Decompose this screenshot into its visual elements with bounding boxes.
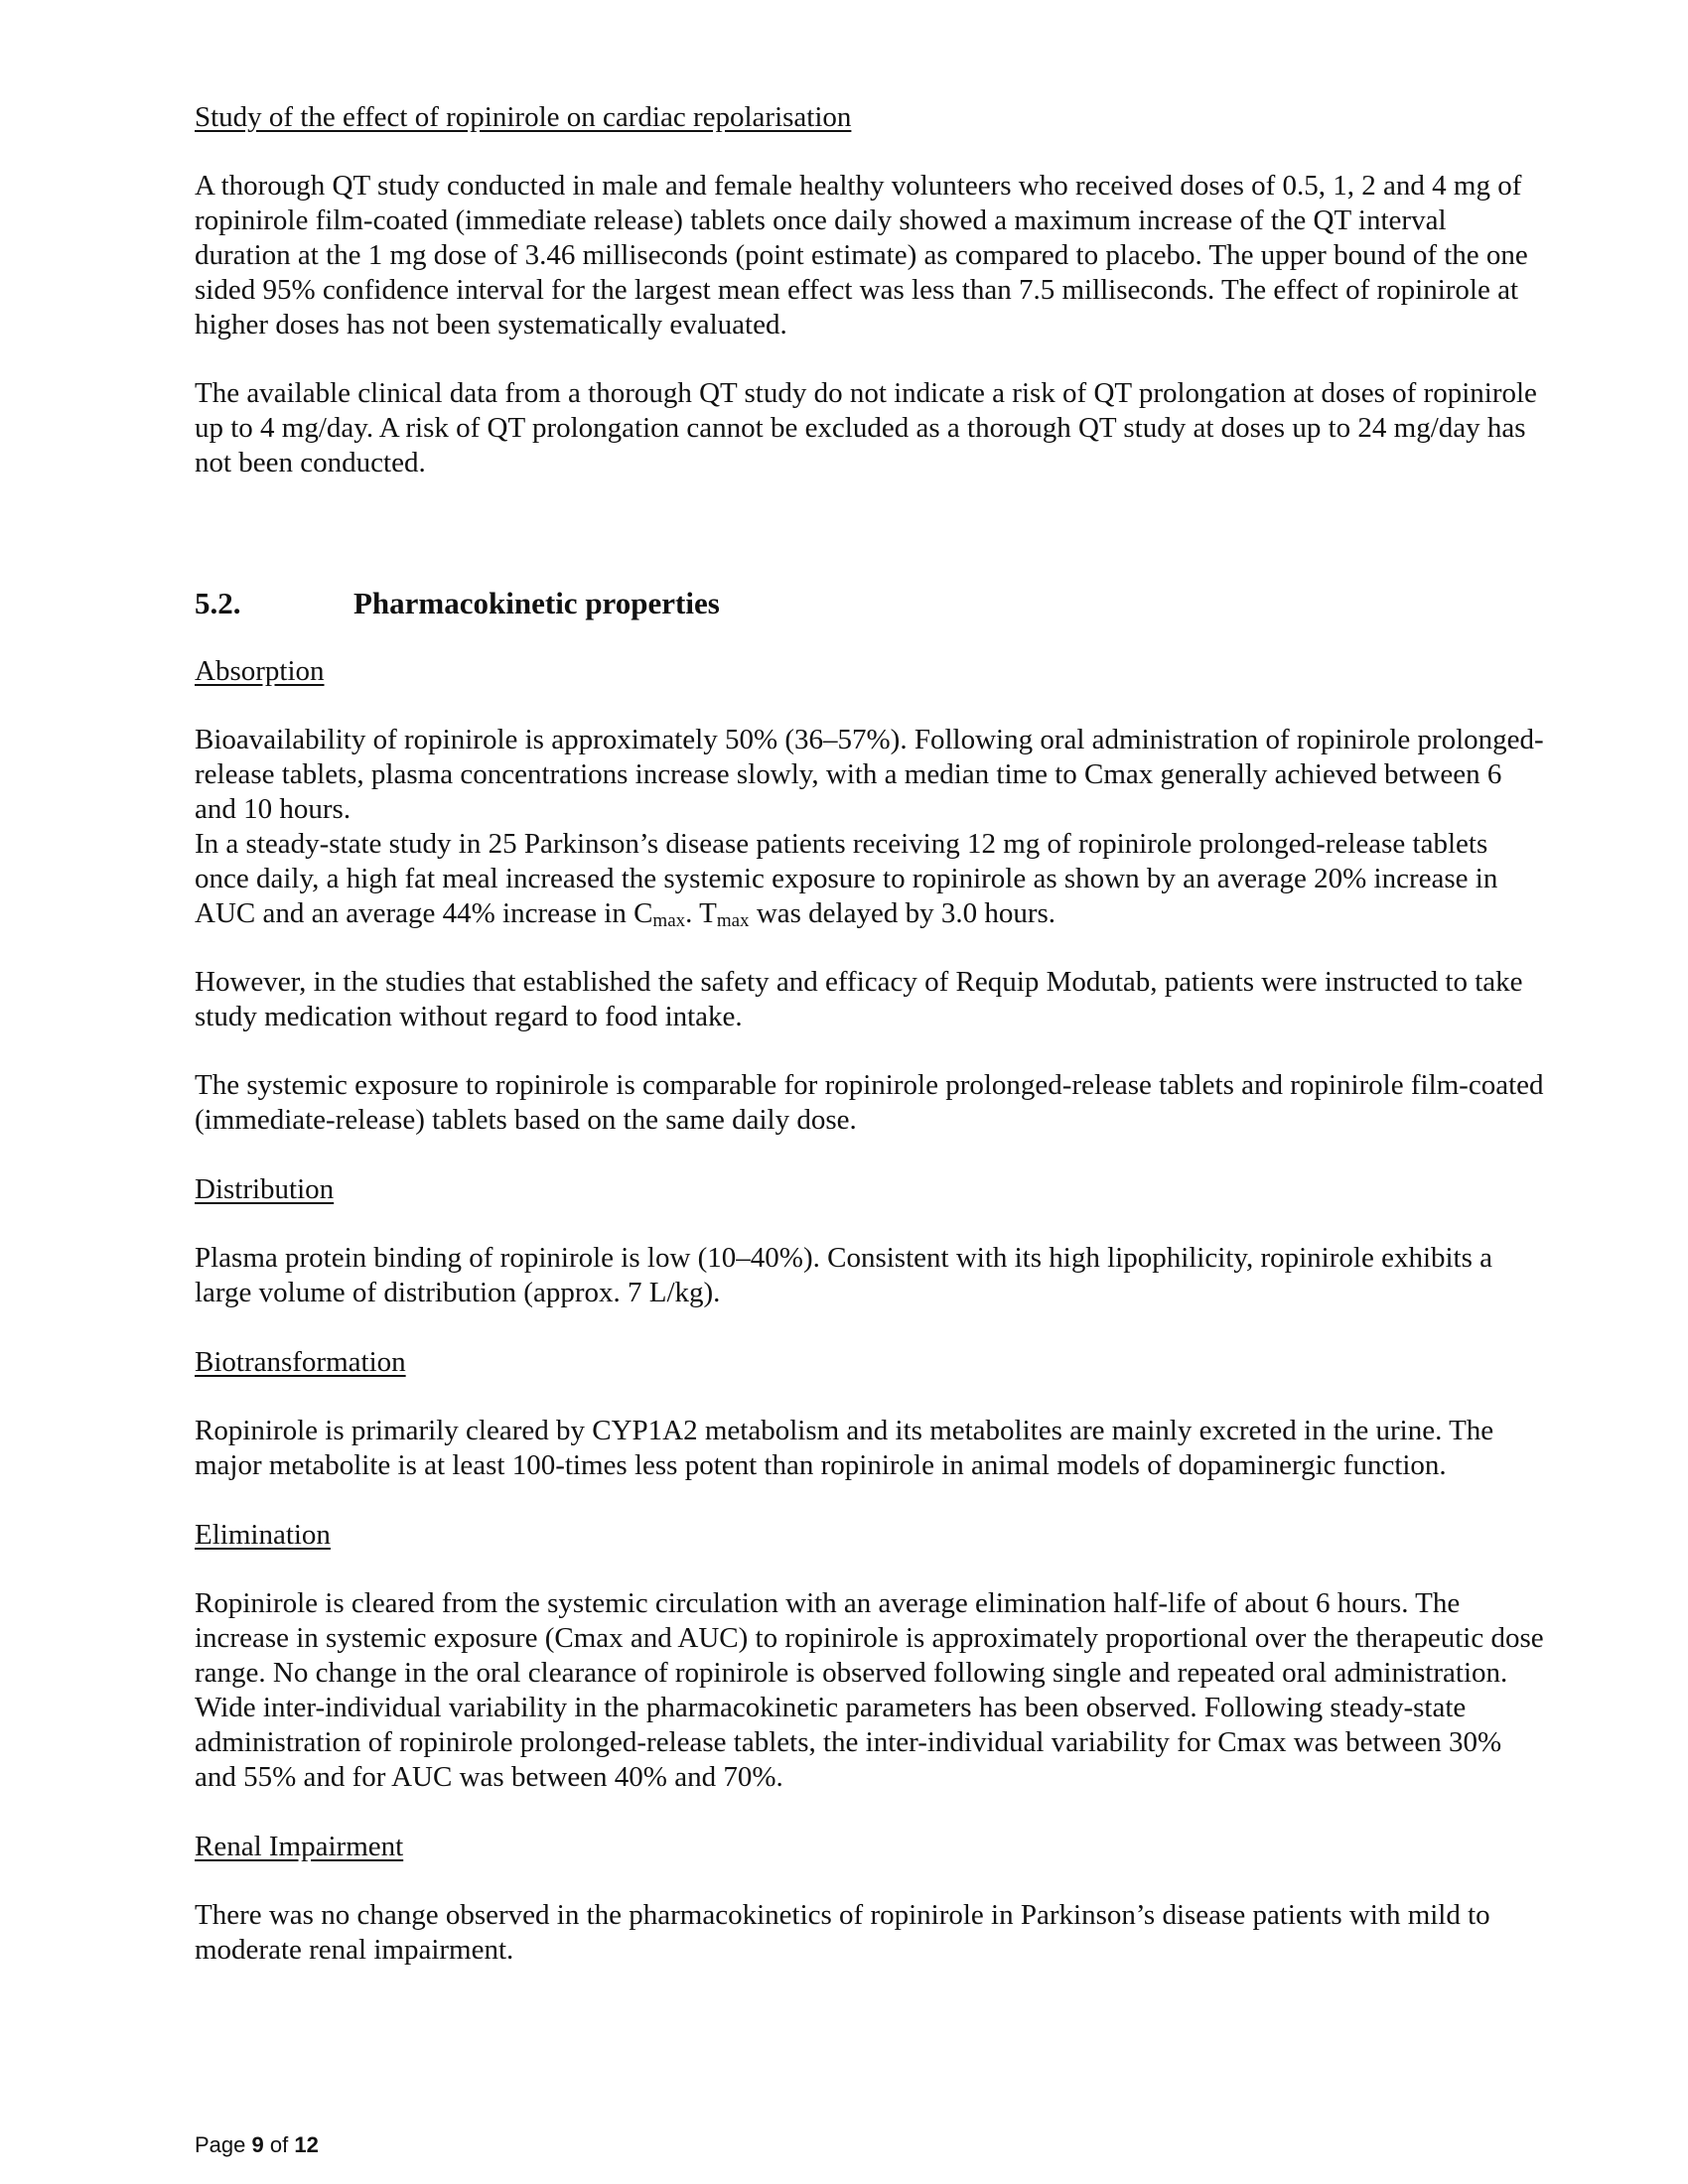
absorption-paragraph-3: However, in the studies that established the safety and efficacy of Requip Modutab, patients were instructed to take study medication without regard to food intake. xyxy=(195,966,1523,1032)
section-heading-5-2 xyxy=(195,584,1545,623)
absorption-text-a: In a steady-state study in 25 Parkinson’s disease patients receiving 12 mg of ropinirole prolonged-release tablets once daily, a high fat meal increased the systemic exposure to ropinirole as shown by an average 20% increase in AUC and an average 44% increase in C xyxy=(195,828,1498,929)
page-current: 9 xyxy=(251,2132,264,2157)
page-total: 12 xyxy=(294,2132,319,2157)
renal-impairment-heading: Renal Impairment xyxy=(195,1831,404,1862)
page-label: Page xyxy=(195,2132,246,2157)
tmax-subscript: max xyxy=(716,910,750,931)
document-page xyxy=(195,99,1545,1968)
absorption-paragraph-4: The systemic exposure to ropinirole is comparable for ropinirole prolonged-release tablets and ropinirole film-coated (immediate-release) tablets based on the same daily dose. xyxy=(195,1069,1544,1136)
qt-study-paragraph-2: The available clinical data from a thorough QT study do not indicate a risk of QT prolongation at doses of ropinirole up to 4 mg/day. A risk of QT prolongation cannot be excluded as a thorough QT study at doses up to 24 mg/day has not been conducted. xyxy=(195,377,1537,478)
qt-study-heading: Study of the effect of ropinirole on cardiac repolarisation xyxy=(195,101,852,133)
absorption-text-b: . T xyxy=(685,897,717,929)
cmax-subscript: max xyxy=(652,910,686,931)
section-title: Pharmacokinetic properties xyxy=(353,586,720,620)
page-of: of xyxy=(269,2132,289,2157)
biotransformation-heading: Biotransformation xyxy=(195,1346,406,1378)
biotransformation-paragraph: Ropinirole is primarily cleared by CYP1A2 metabolism and its metabolites are mainly excreted in the urine. The major metabolite is at least 100-times less potent than ropinirole in animal models of dopaminergic function. xyxy=(195,1415,1494,1481)
absorption-text-c: was delayed by 3.0 hours. xyxy=(749,897,1056,929)
qt-study-paragraph-1: A thorough QT study conducted in male and female healthy volunteers who received doses of 0.5, 1, 2 and 4 mg of ropinirole film-coated (immediate release) tablets once daily showed a maximum increase of the QT interval duration at the 1 mg dose of 3.46 milliseconds (point estimate) as compared to placebo. The upper bound of the one sided 95% confidence interval for the largest mean effect was less than 7.5 milliseconds. The effect of ropinirole at higher doses has not been systematically evaluated. xyxy=(195,170,1528,341)
section-number: 5.2. xyxy=(195,586,241,620)
absorption-paragraph-2 xyxy=(195,827,1545,931)
elimination-heading: Elimination xyxy=(195,1519,331,1551)
page-footer xyxy=(195,2132,319,2158)
absorption-paragraph-1: Bioavailability of ropinirole is approximately 50% (36–57%). Following oral administration of ropinirole prolonged-release tablets, plasma concentrations increase slowly, with a median time to Cmax generally achieved between 6 and 10 hours. xyxy=(195,724,1544,825)
elimination-paragraph: Ropinirole is cleared from the systemic circulation with an average elimination half-life of about 6 hours. The increase in systemic exposure (Cmax and AUC) to ropinirole is approximately proportional over the therapeutic dose range. No change in the oral clearance of ropinirole is observed following single and repeated oral administration. Wide inter-individual variability in the pharmacokinetic parameters has been observed. Following steady-state administration of ropinirole prolonged-release tablets, the inter-individual variability for Cmax was between 30% and 55% and for AUC was between 40% and 70%. xyxy=(195,1587,1544,1793)
distribution-paragraph: Plasma protein binding of ropinirole is low (10–40%). Consistent with its high lipophilicity, ropinirole exhibits a large volume of distribution (approx. 7 L/kg). xyxy=(195,1242,1493,1308)
renal-impairment-paragraph: There was no change observed in the pharmacokinetics of ropinirole in Parkinson’s disease patients with mild to moderate renal impairment. xyxy=(195,1899,1490,1966)
absorption-heading: Absorption xyxy=(195,655,325,687)
distribution-heading: Distribution xyxy=(195,1173,335,1205)
